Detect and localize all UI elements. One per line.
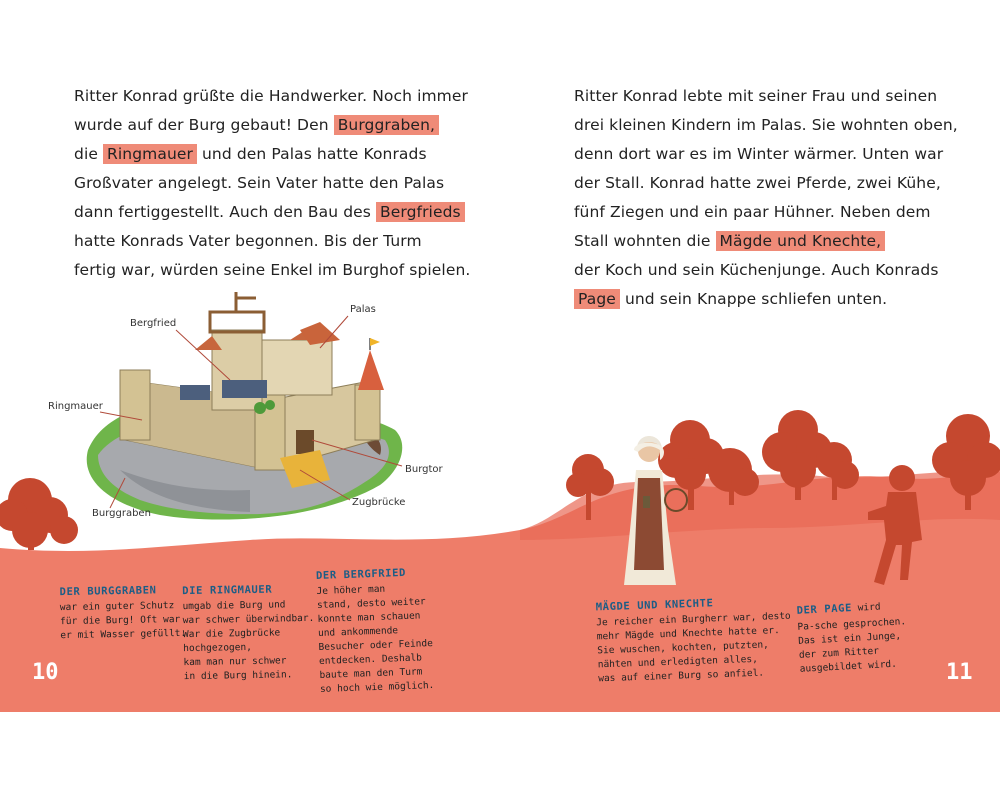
story-text: Stall wohnten die [574, 232, 716, 250]
info-body: umgab die Burg und war schwer überwindbar. War die Zugbrücke hochgezogen, kam man nur schwer in die Burg hinein. [182, 599, 315, 683]
highlighted-term: Mägde und Knechte, [716, 231, 886, 251]
story-line [74, 169, 470, 198]
page-number-left: 10 [32, 660, 59, 685]
story-line [74, 256, 470, 285]
story-line [574, 140, 958, 169]
info-title: MÄGDE UND KNECHTE [595, 597, 714, 614]
story-text: wurde auf der Burg gebaut! Den [74, 116, 334, 134]
story-line [574, 111, 958, 140]
story-text: fünf Ziegen und ein paar Hühner. Neben dem [574, 203, 931, 221]
story-text: dann fertiggestellt. Auch den Bau des [74, 203, 376, 221]
castle-label-palas: Palas [350, 304, 376, 315]
info-body: war ein guter Schutz für die Burg! Oft war er mit Wasser gefüllt. [59, 600, 187, 642]
highlighted-term: Ringmauer [103, 144, 197, 164]
info-body: Pa-sche gesprochen. Das ist ein Junge, der zum Ritter ausgebildet wird. [797, 616, 907, 675]
story-line [574, 285, 958, 314]
castle-label-burgtor: Burgtor [405, 464, 443, 475]
page-number-right: 11 [946, 660, 973, 685]
story-text: der Stall. Konrad hatte zwei Pferde, zwei Kühe, [574, 174, 941, 192]
story-line [574, 169, 958, 198]
tree-left [0, 478, 78, 550]
story-text: Ritter Konrad grüßte die Handwerker. Noch immer [74, 87, 468, 105]
story-text: und sein Knappe schliefen unten. [619, 290, 888, 308]
story-line [74, 198, 470, 227]
info-box-page [796, 593, 909, 677]
highlighted-term: Page [574, 289, 620, 309]
info-box-maegde-knechte [596, 595, 793, 687]
right-story-text [574, 82, 958, 314]
story-line [574, 82, 958, 111]
highlighted-term: Burggraben, [334, 115, 439, 135]
story-line [74, 82, 470, 111]
story-line [74, 227, 470, 256]
info-title: DER BURGGRABEN [59, 584, 157, 599]
info-box-bergfried [316, 566, 435, 697]
story-line [574, 198, 958, 227]
castle-label-ringmauer: Ringmauer [48, 401, 103, 412]
info-body: Je reicher ein Burgherr war, desto mehr Mägde und Knechte hatte er. Sie wuschen, kochten, putzten, nähten und erledigten alles, was auf einer Burg so anfiel. [596, 610, 791, 685]
story-text: der Koch und sein Küchenjunge. Auch Konrads [574, 261, 939, 279]
castle-label-bergfried: Bergfried [130, 318, 177, 329]
story-text: die [74, 145, 104, 163]
story-text: fertig war, würden seine Enkel im Burghof spielen. [74, 261, 471, 279]
story-line [574, 227, 958, 256]
story-line [574, 256, 958, 285]
info-title: DER PAGE [796, 601, 853, 617]
story-text: drei kleinen Kindern im Palas. Sie wohnten oben, [574, 116, 958, 134]
highlighted-term: Bergfrieds [376, 202, 465, 222]
story-text: Ritter Konrad lebte mit seiner Frau und seinen [574, 87, 938, 105]
story-text: Großvater angelegt. Sein Vater hatte den Palas [74, 174, 445, 192]
story-text: hatte Konrads Vater begonnen. Bis der Turm [74, 232, 422, 250]
story-line [74, 140, 470, 169]
story-line [74, 111, 470, 140]
info-title: DER BERGFRIED [315, 566, 407, 583]
castle-label-burggraben: Burggraben [92, 508, 151, 519]
info-title: DIE RINGMAUER [182, 583, 273, 598]
info-box-burggraben [60, 584, 187, 643]
castle-label-zugbruecke: Zugbrücke [352, 497, 406, 508]
story-text: und den Palas hatte Konrads [196, 145, 427, 163]
info-box-ringmauer [182, 583, 315, 684]
info-body: Je höher man stand, desto weiter konnte man schauen und ankommende Besucher oder Feinde entdecken. Deshalb baute man den Turm so hoch wie möglich. [316, 583, 435, 695]
info-title-suffix: wird [851, 601, 881, 614]
left-story-text [74, 82, 470, 285]
story-text: denn dort war es im Winter wärmer. Unten war [574, 145, 944, 163]
